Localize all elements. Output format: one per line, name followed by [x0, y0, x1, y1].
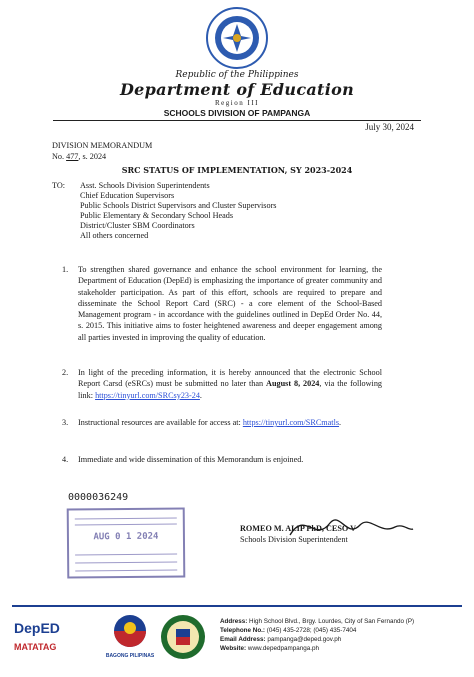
department-name: Department of Education — [119, 80, 355, 99]
deadline: August 8, 2024 — [266, 379, 320, 389]
memo-number-line — [52, 151, 152, 162]
recipient: All others concerned — [80, 231, 149, 240]
deped-seal — [205, 6, 269, 70]
division-seal — [160, 614, 206, 660]
recipient: Public Schools District Supervisors and Cluster Supervisors — [80, 201, 277, 210]
paragraph-4 — [52, 454, 382, 465]
memo-date: July 30, 2024 — [365, 122, 414, 132]
signatory-name: ROMEO M. ALIP PhD, CESO V — [240, 524, 357, 533]
email-line: Email Address: pampanga@deped.gov.ph — [220, 636, 342, 643]
stamp-line — [75, 562, 177, 564]
memo-heading: DIVISION MEMORANDUM — [52, 141, 153, 150]
deped-logo — [14, 614, 60, 664]
memo-header — [52, 140, 152, 162]
paragraph-text: Instructional resources are available for access at: — [78, 418, 243, 427]
received-stamp — [67, 507, 186, 578]
bagong-pilipinas-text: BAGONG PILIPINAS — [105, 653, 155, 659]
letterhead-divider — [53, 120, 421, 121]
recipient: Chief Education Supervisors — [80, 191, 175, 200]
to-label: TO: — [52, 181, 66, 190]
paragraph-text: To strengthen shared governance and enhance the school environment for learning, the Department of Education (DepEd) is emphasizing the importance of greater community and stakeholder participation. As part of this effort, schools are required to prepare and disseminate the School Report Card (SRC) - a core element of the School-Based Management program - in accordance with the guidelines outlined in DepEd Order No. 44, s. 2015. This initiative aims to foster heightened awareness and deeper engagement among all parties invested in improving the quality of education. — [78, 265, 382, 342]
paragraph-3: 3. Instructional resources are available for access at: https://tinyurl.com/SRCmatls. — [62, 418, 342, 427]
region-line: Region III — [215, 99, 259, 107]
memo-number: 477 — [66, 152, 79, 161]
matatag-logo-text: MATATAG — [14, 642, 57, 652]
stamp-line — [75, 524, 177, 526]
paragraph-1 — [52, 264, 382, 343]
website-line: Website: www.depedpampanga.ph — [220, 645, 319, 652]
phone-line: Telephone No.: (045) 435-2728; (045) 435-7404 — [220, 627, 357, 634]
paragraph-2: 2. In light of the preceding information, it is hereby announced that the electronic School Report Carsd (eSRCs) must be submitted no later than August 8, 2024, via the following link: https://tinyurl.com/SRCsy23-24. — [62, 368, 383, 400]
recipient: Asst. Schools Division Superintendents — [80, 181, 210, 190]
footer-divider — [12, 605, 462, 607]
division-name: SCHOOLS DIVISION OF PAMPANGA — [163, 108, 311, 118]
recipient-list — [80, 181, 277, 241]
paragraph-number: 2. — [62, 368, 69, 377]
phone: (045) 435-2728; (045) 435-7404 — [266, 627, 357, 634]
signatory-title: Schools Division Superintendent — [240, 535, 348, 544]
address-line: Address: High School Blvd., Brgy. Lourdes, City of San Fernando (P) — [220, 618, 415, 625]
stamp-date: AUG 0 1 2024 — [93, 531, 159, 543]
republic-line: Republic of the Philippines — [175, 70, 299, 80]
memo-title: SRC STATUS OF IMPLEMENTATION, SY 2023-2024 — [121, 165, 353, 175]
recipient: Public Elementary & Secondary School Heads — [80, 211, 234, 220]
website-link[interactable]: www.depedpampanga.ph — [247, 645, 319, 652]
recipient: District/Cluster SBM Coordinators — [80, 221, 195, 230]
paragraph-number: 4. — [62, 455, 69, 464]
stamp-line — [75, 570, 177, 572]
address: High School Blvd., Brgy. Lourdes, City of San Fernando (P) — [249, 618, 415, 625]
paragraph-text: In light of the preceding information, it is hereby announced that the electronic School Report Carsd (eSRCs) must be submitted no later than — [78, 368, 382, 389]
tracking-number: 0000036249 — [68, 492, 129, 503]
stamp-line — [75, 518, 177, 520]
paragraph-number: 1. — [62, 265, 69, 274]
bagong-pilipinas-emblem — [110, 613, 150, 649]
memo-series: , s. 2024 — [78, 152, 107, 161]
paragraph-number: 3. — [62, 418, 69, 427]
email-link[interactable]: pampanga@deped.gov.ph — [267, 636, 342, 643]
submission-link[interactable]: https://tinyurl.com/SRCsy23-24 — [95, 390, 200, 400]
paragraph-text: , via the following link: — [78, 379, 383, 400]
memo-no-label: No. — [52, 152, 65, 161]
resources-link[interactable]: https://tinyurl.com/SRCmatls — [242, 418, 340, 427]
contact-info — [220, 617, 414, 653]
stamp-line — [75, 554, 177, 556]
paragraph-text: Immediate and wide dissemination of this Memorandum is enjoined. — [78, 455, 304, 464]
deped-logo-text: DepED — [14, 620, 60, 636]
bagong-pilipinas-logo — [104, 613, 156, 663]
